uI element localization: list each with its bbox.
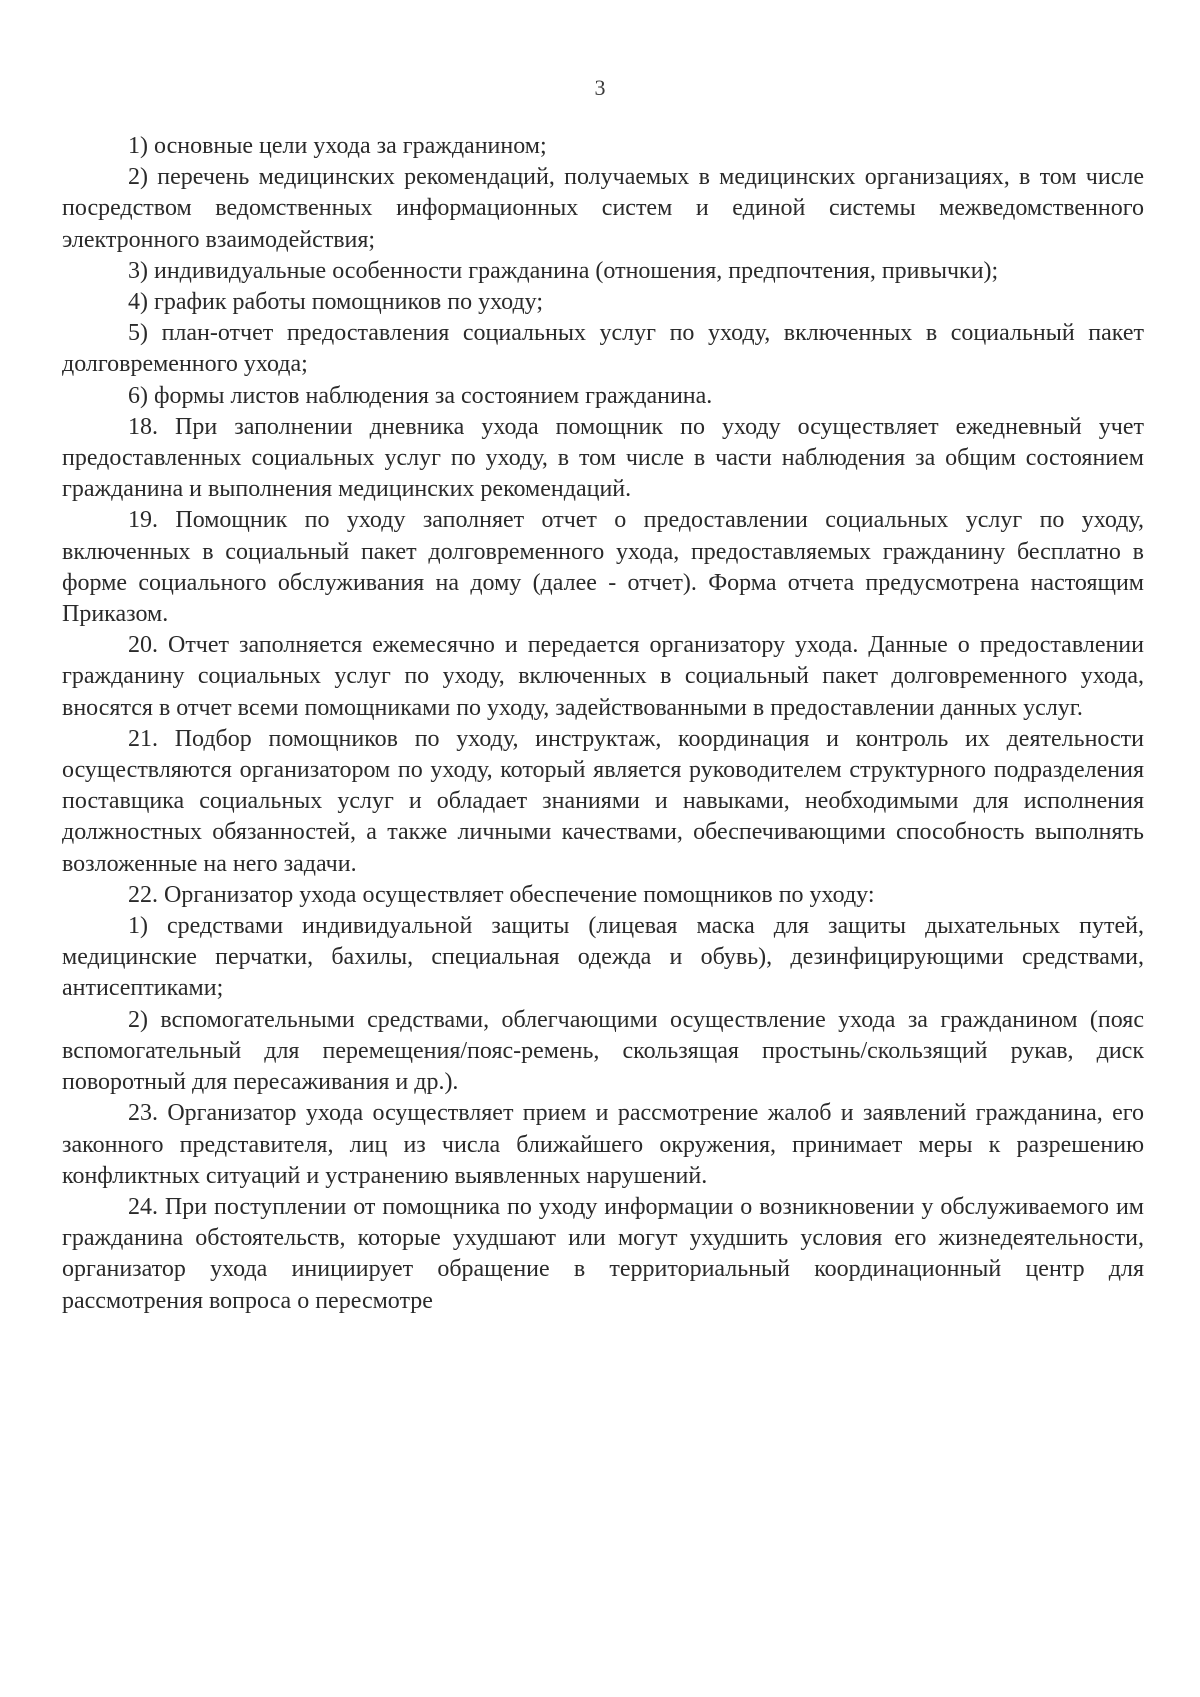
page-number: 3 <box>594 75 606 100</box>
paragraph-18: 18. При заполнении дневника ухода помощник по уходу осуществляет ежедневный учет предоставленных социальных услуг по уходу, в том числе в части наблюдения за общим состоянием гражданина и выполнения медицинских рекомендаций. <box>62 413 1144 503</box>
paragraph-22-item-1: 1) средствами индивидуальной защиты (лицевая маска для защиты дыхательных путей, медицинские перчатки, бахилы, специальная одежда и обувь), дезинфицирующими средствами, антисептиками; <box>62 913 1144 1002</box>
paragraph-23: 23. Организатор ухода осуществляет прием и рассмотрение жалоб и заявлений гражданина, его законного представителя, лиц из числа ближайшего окружения, принимает меры к разрешению конфликтных ситуаций и устранению выявленных нарушений. <box>62 1100 1144 1189</box>
paragraph-item-3: 3) индивидуальные особенности гражданина (отношения, предпочтения, привычки); <box>128 257 999 284</box>
paragraph-item-4: 4) график работы помощников по уходу; <box>128 289 544 316</box>
paragraph-item-6: 6) формы листов наблюдения за состоянием гражданина. <box>128 382 713 409</box>
document-body <box>62 131 1144 1317</box>
paragraph-item-2: 2) перечень медицинских рекомендаций, получаемых в медицинских организациях, в том числе посредством ведомственных информационных систем и единой системы межведомственного электронного взаимодействия; <box>62 164 1144 253</box>
paragraph-22: 22. Организатор ухода осуществляет обеспечение помощников по уходу: <box>128 881 875 908</box>
paragraph-19: 19. Помощник по уходу заполняет отчет о предоставлении социальных услуг по уходу, включенных в социальный пакет долговременного ухода, предоставляемых гражданину бесплатно в форме социального обслуживания на дому (далее - отчет). Форма отчета предусмотрена настоящим Приказом. <box>62 507 1144 628</box>
paragraph-21: 21. Подбор помощников по уходу, инструктаж, координация и контроль их деятельности осуществляются организатором по уходу, который является руководителем структурного подразделения поставщика социальных услуг и обладает знаниями и навыками, необходимыми для исполнения должностных обязанностей, а также личными качествами, обеспечивающими способность выполнять возложенные на него задачи. <box>62 725 1144 877</box>
paragraph-item-1: 1) основные цели ухода за гражданином; <box>128 133 547 159</box>
paragraph-24: 24. При поступлении от помощника по уходу информации о возникновении у обслуживаемого им гражданина обстоятельств, которые ухудшают или могут ухудшить условия его жизнедеятельности, организатор ухода инициирует обращение в территориальный координационный центр для рассмотрения вопроса о пересмотре <box>62 1193 1144 1314</box>
paragraph-20: 20. Отчет заполняется ежемесячно и передается организатору ухода. Данные о предоставлении гражданину социальных услуг по уходу, включенных в социальный пакет долговременного ухода, вносятся в отчет всеми помощниками по уходу, задействованными в предоставлении данных услуг. <box>62 632 1144 721</box>
paragraph-22-item-2: 2) вспомогательными средствами, облегчающими осуществление ухода за гражданином (пояс вспомогательный для перемещения/пояс-ремень, скользящая простынь/скользящий рукав, диск поворотный для пересаживания и др.). <box>62 1006 1144 1096</box>
paragraph-item-5: 5) план-отчет предоставления социальных услуг по уходу, включенных в социальный пакет долговременного ухода; <box>62 320 1144 378</box>
